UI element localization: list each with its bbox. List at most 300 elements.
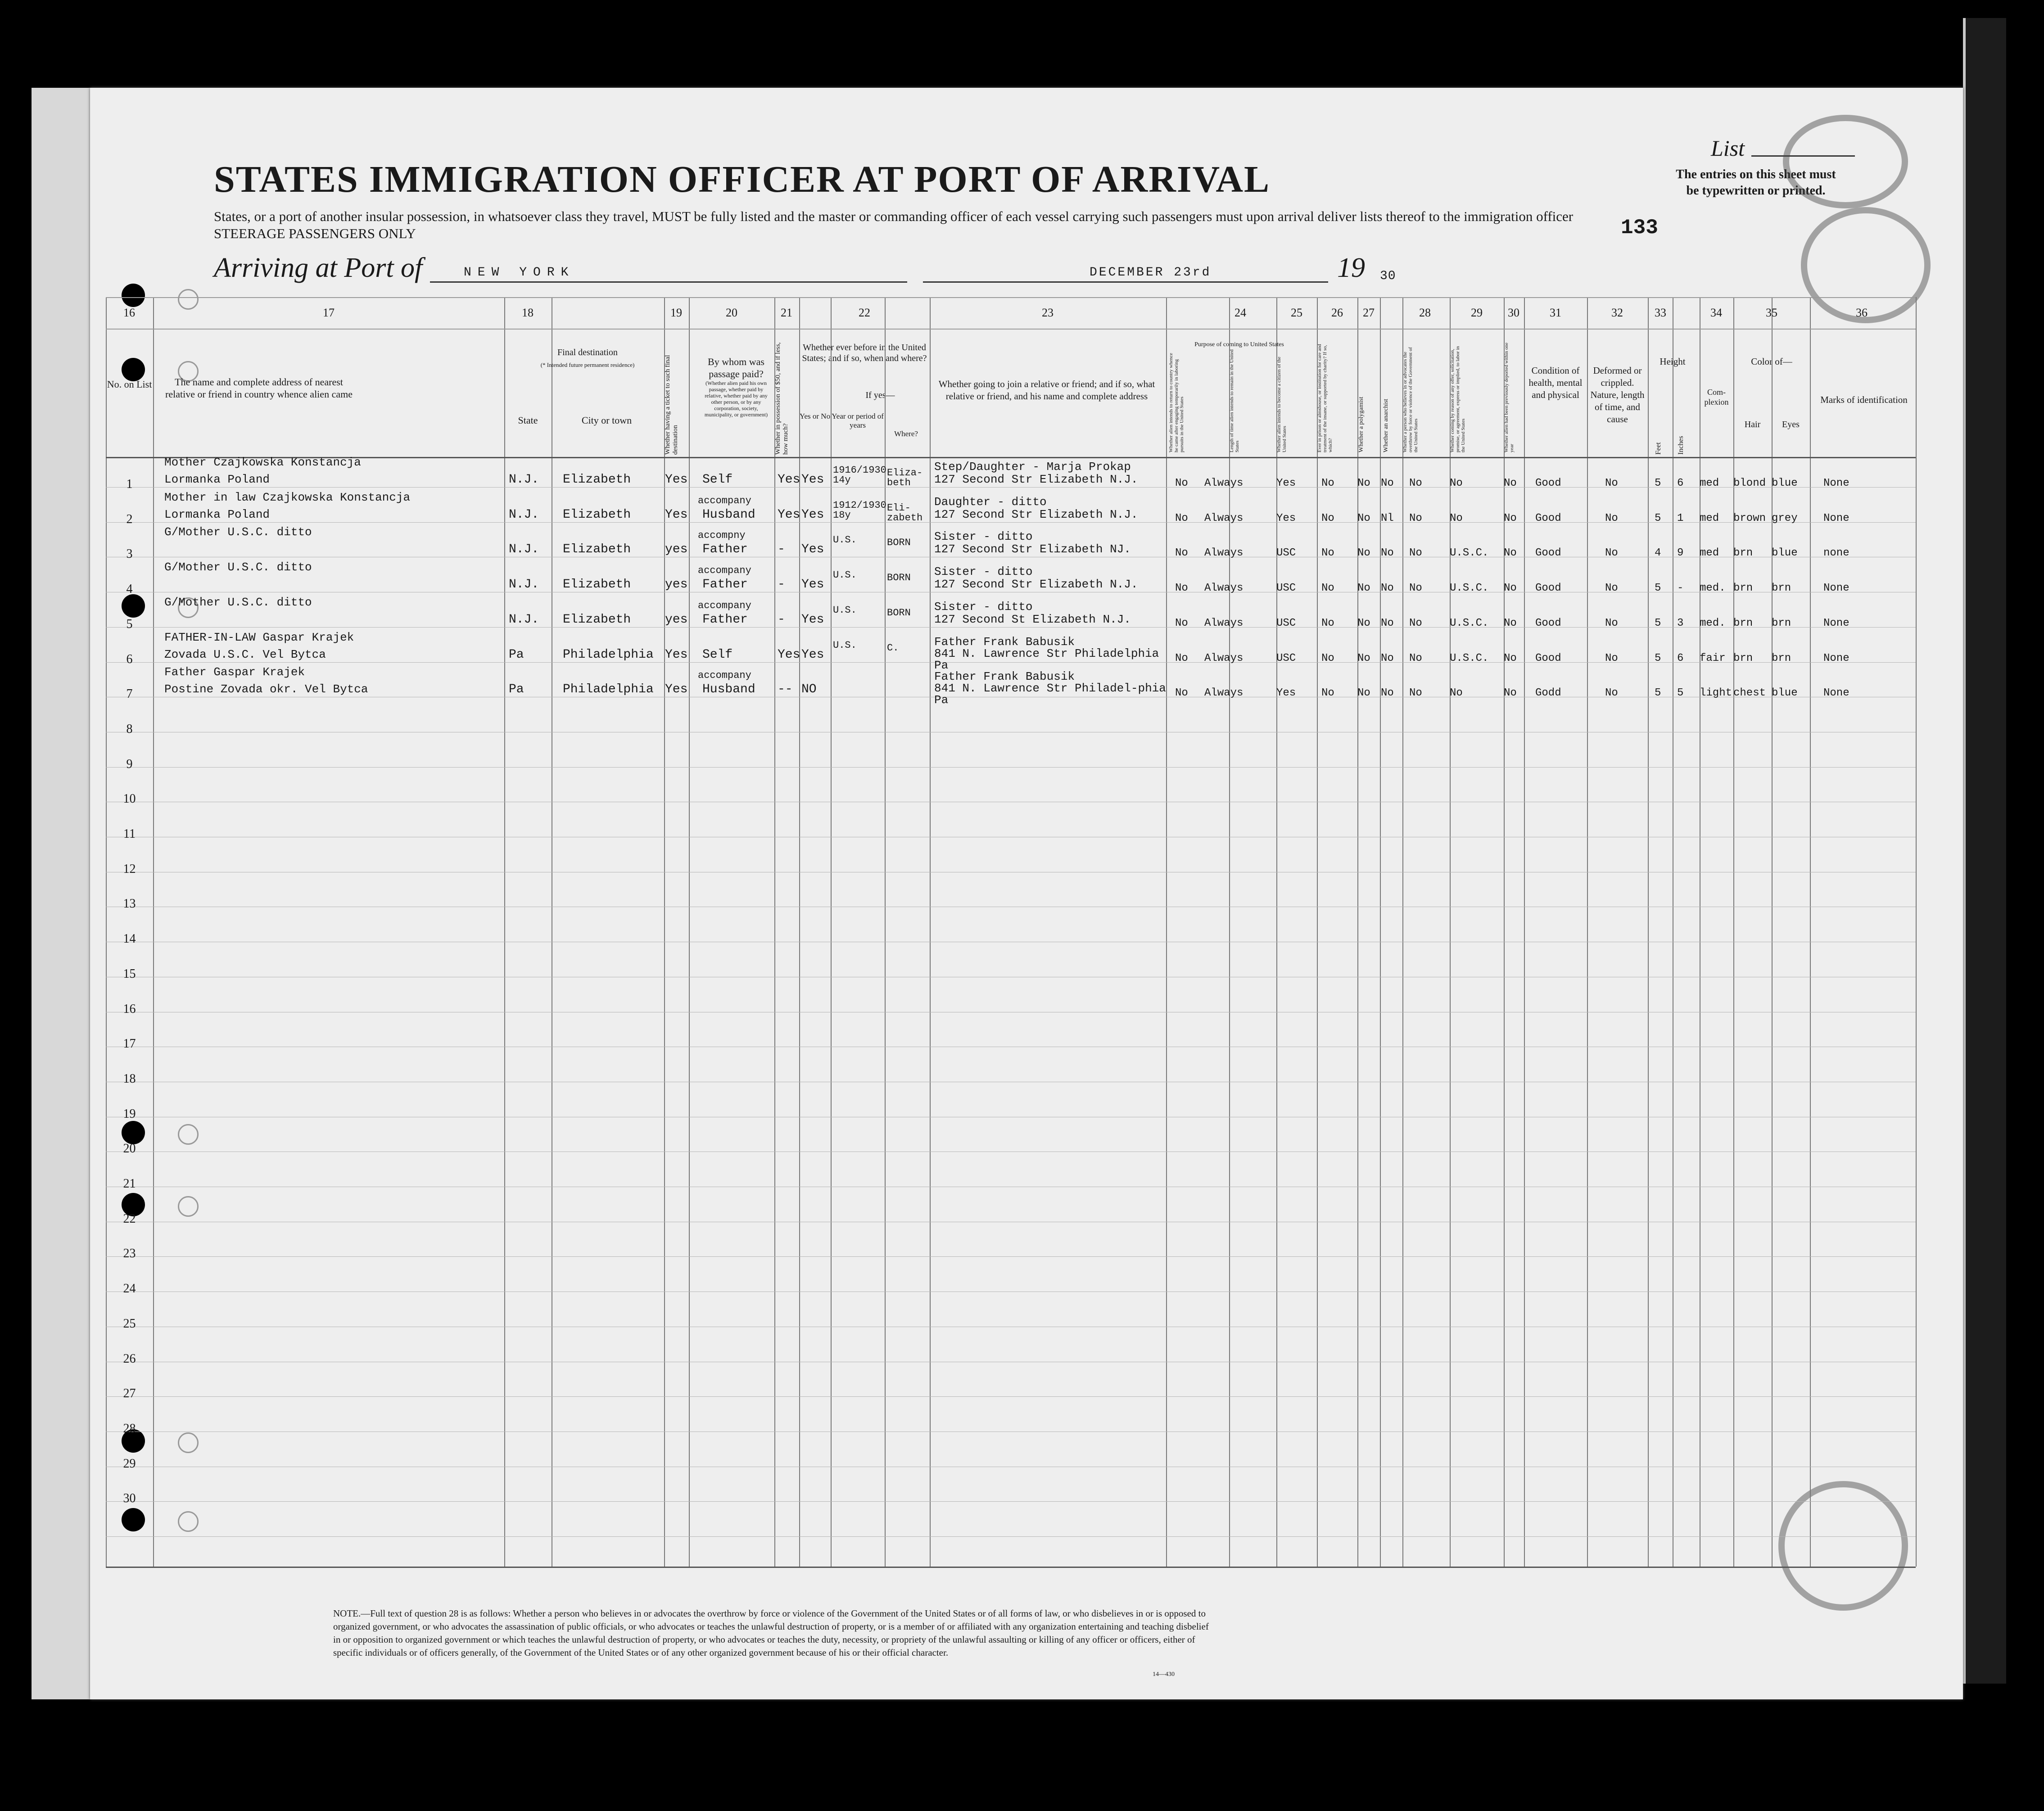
complexion: med [1700, 477, 1719, 489]
height-feet: 5 [1655, 687, 1661, 699]
before-period: U.S. [833, 640, 857, 651]
column-rule [1587, 297, 1588, 1567]
column-rule [504, 297, 505, 1567]
row-rule [106, 487, 1916, 488]
row-number: 28 [123, 1422, 136, 1436]
destination-state: N.J. [509, 613, 539, 627]
header-top-rule [106, 297, 1916, 298]
header-prison: Ever in prison or almshouse, or institution for care and treatment of the insane, or supported by charity? If so, which? [1317, 344, 1333, 452]
row-rule [106, 627, 1916, 628]
header-purpose-return: Whether alien intends to return to country whence he came after engaging temporarily in laboring pursuits in the United States [1168, 353, 1185, 452]
header-relative-abroad: The name and complete address of nearest relative or friend in country whence alien came [165, 376, 353, 400]
column-number: 27 [1363, 306, 1375, 319]
row-number: 14 [123, 932, 136, 946]
before-yes-no: Yes [801, 508, 824, 522]
row-number: 15 [123, 967, 136, 981]
purpose-return: No [1175, 687, 1188, 699]
before-yes-no: Yes [801, 473, 824, 487]
header-feet: Feet [1655, 442, 1662, 455]
ink-stamp [1783, 115, 1908, 208]
q28-answer: No [1409, 512, 1422, 524]
anarchist: No [1381, 582, 1394, 594]
eye-color: blue [1772, 477, 1798, 489]
prison: No [1321, 547, 1334, 559]
column-number: 20 [726, 306, 737, 319]
column-rule [1166, 297, 1167, 1567]
row-number: 11 [123, 827, 136, 841]
purpose-return: No [1175, 652, 1188, 664]
column-rule [689, 297, 690, 1567]
arriving-label: Arriving at Port of [214, 253, 423, 283]
passage-note: accompany [698, 600, 751, 611]
q30-answer: No [1504, 687, 1517, 699]
column-rule [930, 297, 931, 1567]
money: Yes [778, 508, 800, 522]
q28-answer: No [1409, 687, 1422, 699]
column-rule [885, 297, 886, 1567]
anarchist: No [1381, 547, 1394, 559]
passage-paid: Self [702, 648, 733, 662]
height-inches: 6 [1677, 477, 1684, 489]
destination-state: N.J. [509, 578, 539, 592]
money: -- [778, 682, 793, 696]
anarchist: No [1381, 617, 1394, 629]
q30-answer: No [1504, 477, 1517, 489]
passage-paid-note: (Whether alien paid his own passage, whether paid by relative, whether paid by any other person, or by any corporation, society, municipality, or government) [704, 380, 768, 418]
destination-city: Elizabeth [563, 508, 631, 522]
complexion: med [1700, 512, 1719, 524]
relative-address: Zovada U.S.C. Vel Bytca [164, 648, 326, 661]
header-passage-paid [700, 356, 772, 418]
row-rule [106, 767, 1916, 768]
polygamist: No [1357, 687, 1370, 699]
destination-state: N.J. [509, 508, 539, 522]
relative-name: FATHER-IN-LAW Gaspar Krajek [164, 631, 354, 644]
row-number: 29 [123, 1457, 136, 1471]
column-rule [1810, 297, 1811, 1567]
column-rule [1648, 297, 1649, 1567]
identification-marks: None [1823, 477, 1850, 489]
passage-paid: Father [702, 578, 748, 592]
right-page-edge [1963, 18, 2006, 1684]
manifest-table [106, 297, 1916, 1567]
health: Good [1535, 512, 1561, 524]
row-rule [106, 1256, 1916, 1257]
identification-marks: None [1823, 617, 1850, 629]
column-number: 29 [1471, 306, 1483, 319]
column-number: 34 [1710, 306, 1722, 319]
column-number: 35 [1766, 306, 1777, 319]
destination-state: Pa [509, 682, 524, 696]
join-address: 127 Second Str Elizabeth N.J. [934, 473, 1138, 486]
column-number: 18 [522, 306, 534, 319]
hair-color: chest [1733, 687, 1766, 699]
join-relative: Father Frank Babusik [934, 635, 1075, 649]
destination-city: Elizabeth [563, 473, 631, 487]
hair-color: brn [1733, 582, 1753, 594]
destination-state: Pa [509, 648, 524, 662]
before-yes-no: Yes [801, 542, 824, 556]
anarchist: Nl [1381, 512, 1394, 524]
money: Yes [778, 473, 800, 487]
health: Good [1535, 582, 1561, 594]
polygamist: No [1357, 617, 1370, 629]
q29-answer: U.S.C. [1450, 547, 1489, 559]
relative-name: G/Mother U.S.C. ditto [164, 560, 312, 574]
purpose-citizen: USC [1276, 582, 1296, 594]
join-address: 841 N. Lawrence Str Philadelphia Pa [934, 647, 1159, 672]
complexion: med [1700, 547, 1719, 559]
row-number: 12 [123, 862, 136, 876]
money: - [778, 613, 785, 627]
height-inches: 5 [1677, 687, 1684, 699]
purpose-citizen: Yes [1276, 687, 1296, 699]
header-where: Where? [894, 429, 918, 438]
subtitle-text: States, or a port of another insular possession, in whatsoever class they travel, MUST be fully listed and the master or commanding officer of each vessel carrying such passengers must upon arrival deliver lists thereof to the immigration officer [214, 208, 1574, 224]
column-number: 21 [781, 306, 792, 319]
row-number: 24 [123, 1282, 136, 1296]
passage-paid: Self [702, 473, 733, 487]
footnote: NOTE.—Full text of question 28 is as follows: Whether a person who believes in or advocates the overthrow by force or violence of the Government of the United States or of all forms of law, or who disbelieves in or is opposed to organized government, or who advocates the assassination of public officials, or who advocates or teaches the unlawful destruction of property, or is a member of or affiliated with any organization entertaining and teaching disbelief in or opposition to organized government or which teaches the unlawful destruction of property, or who advocates or teaches the duty, necessity, or propriety of the unlawful assaulting or killing of any officer or officers, either of specific individuals or of officers generally, of the Government of the United States or of any other organized government because of his or their official character. [333, 1608, 1209, 1658]
deformed: No [1605, 477, 1618, 489]
destination-state: N.J. [509, 542, 539, 556]
purpose-return: No [1175, 512, 1188, 524]
ticket: yes [665, 578, 688, 592]
left-page-edge [32, 88, 95, 1699]
eye-color: brn [1772, 617, 1791, 629]
column-number: 32 [1611, 306, 1623, 319]
destination-state: N.J. [509, 473, 539, 487]
relative-name: Mother in law Czajkowska Konstancja [164, 491, 411, 504]
header-no-on-list: No. on List [107, 379, 152, 390]
before-where: Eli-zabeth [887, 502, 923, 524]
header-money: Whether in possession of $50, and if less, how much? [774, 342, 789, 455]
column-number: 26 [1331, 306, 1343, 319]
row-number: 2 [126, 512, 133, 526]
q30-answer: No [1504, 512, 1517, 524]
header-anarchist: Whether an anarchist [1383, 399, 1389, 452]
relative-name: Father Gaspar Krajek [164, 665, 305, 679]
health: Good [1535, 652, 1561, 664]
health: Good [1535, 477, 1561, 489]
column-number: 36 [1856, 306, 1868, 319]
page-title: STATES IMMIGRATION OFFICER AT PORT OF ARRIVAL [214, 158, 1271, 200]
ticket: Yes [665, 682, 688, 696]
q30-answer: No [1504, 617, 1517, 629]
deformed: No [1605, 617, 1618, 629]
join-relative: Sister - ditto [934, 530, 1033, 543]
identification-marks: None [1823, 582, 1850, 594]
header-purpose-length: Length of time alien intends to remain in the United States [1229, 349, 1240, 452]
purpose-citizen: Yes [1276, 512, 1296, 524]
final-destination-note: (* Intended future permanent residence) [540, 361, 635, 368]
header-hair: Hair [1744, 420, 1761, 429]
header-before-in-us: Whether ever before in the United States; and if so, when and where? [802, 343, 927, 363]
before-period: U.S. [833, 569, 857, 581]
header-inches: Inches [1677, 436, 1685, 455]
form-number: 14—430 [1153, 1671, 1175, 1678]
polygamist: No [1357, 652, 1370, 664]
year-suffix: 30 [1380, 269, 1396, 283]
anarchist: No [1381, 652, 1394, 664]
height-feet: 5 [1655, 477, 1661, 489]
passage-paid-label: By whom was passage paid? [708, 356, 764, 379]
purpose-length: Always [1204, 547, 1244, 559]
deformed: No [1605, 512, 1618, 524]
header-marks: Marks of identification [1820, 394, 1908, 405]
join-address: 127 Second St Elizabeth N.J. [934, 613, 1131, 626]
port-value: NEW YORK [464, 266, 575, 280]
relative-name: Mother Czajkowska Konstancja [164, 456, 361, 469]
list-label: List [1711, 135, 1745, 161]
hair-color: brn [1733, 652, 1753, 664]
purpose-length: Always [1204, 652, 1244, 664]
q28-answer: No [1409, 582, 1422, 594]
health: Godd [1535, 687, 1561, 699]
deformed: No [1605, 547, 1618, 559]
join-address: 127 Second Str Elizabeth NJ. [934, 542, 1131, 556]
before-where: BORN [887, 537, 911, 548]
height-inches: 6 [1677, 652, 1684, 664]
before-where: BORN [887, 607, 911, 619]
row-number: 18 [123, 1072, 136, 1086]
header-q29: Whether coming by reason of any offer, solicitation, promise, or agreement, express or implied, to labor in the United States [1450, 346, 1466, 452]
prison: No [1321, 652, 1334, 664]
row-rule [106, 1536, 1916, 1537]
header-joining-relative: Whether going to join a relative or friend; and if so, what relative or friend, and his name and complete address [938, 379, 1155, 402]
q29-answer: No [1450, 477, 1463, 489]
row-number: 26 [123, 1352, 136, 1366]
health: Good [1535, 547, 1561, 559]
complexion: med. [1700, 617, 1726, 629]
row-number: 13 [123, 897, 136, 911]
ticket: yes [665, 613, 688, 627]
row-number: 7 [126, 687, 133, 701]
eye-color: blue [1772, 687, 1798, 699]
row-number: 21 [123, 1177, 136, 1191]
money: - [778, 578, 785, 592]
deformed: No [1605, 687, 1618, 699]
row-number: 5 [126, 617, 133, 631]
before-where: Eliza-beth [887, 467, 923, 488]
header-height: Height [1660, 356, 1686, 367]
row-number: 8 [126, 722, 133, 736]
identification-marks: none [1823, 547, 1850, 559]
before-period: U.S. [833, 534, 857, 546]
header-year-period: Year or period of years [832, 412, 884, 429]
prison: No [1321, 477, 1334, 489]
identification-marks: None [1823, 687, 1850, 699]
row-number: 19 [123, 1107, 136, 1121]
polygamist: No [1357, 512, 1370, 524]
column-rule [664, 297, 665, 1567]
ticket: Yes [665, 648, 688, 662]
q29-answer: U.S.C. [1450, 582, 1489, 594]
ticket: Yes [665, 473, 688, 487]
typewritten-instruction: The entries on this sheet must be typewritten or printed. [1676, 167, 1836, 198]
row-number: 1 [126, 477, 133, 491]
destination-city: Philadelphia [563, 648, 654, 662]
purpose-citizen: USC [1276, 652, 1296, 664]
before-yes-no: NO [801, 682, 817, 696]
deformed: No [1605, 652, 1618, 664]
header-if-yes: If yes— [865, 390, 895, 400]
column-rule [1317, 297, 1318, 1567]
column-number: 16 [123, 306, 135, 319]
destination-city: Elizabeth [563, 613, 631, 627]
height-feet: 5 [1655, 652, 1661, 664]
hair-color: brn [1733, 617, 1753, 629]
header-eyes: Eyes [1782, 420, 1800, 429]
column-rule [1524, 297, 1525, 1567]
money: - [778, 542, 785, 556]
q29-answer: No [1450, 687, 1463, 699]
identification-marks: None [1823, 512, 1850, 524]
join-address: 841 N. Lawrence Str Philadel-phia Pa [934, 682, 1166, 707]
sheet-number: 133 [1621, 216, 1658, 239]
column-rule [831, 297, 832, 1567]
row-rule [106, 1501, 1916, 1502]
join-relative: Sister - ditto [934, 565, 1033, 578]
header-color-of: Color of— [1751, 356, 1792, 367]
height-inches: 3 [1677, 617, 1684, 629]
purpose-length: Always [1204, 512, 1244, 524]
deformed: No [1605, 582, 1618, 594]
relative-address: Postine Zovada okr. Vel Bytca [164, 682, 368, 696]
passage-note: accompany [698, 565, 751, 576]
destination-city: Elizabeth [563, 542, 631, 556]
money: Yes [778, 648, 800, 662]
purpose-return: No [1175, 547, 1188, 559]
hair-color: brown [1733, 512, 1766, 524]
column-number: 17 [323, 306, 335, 319]
column-number: 33 [1655, 306, 1666, 319]
class-line: STEERAGE PASSENGERS ONLY [214, 226, 416, 241]
purpose-citizen: Yes [1276, 477, 1296, 489]
polygamist: No [1357, 547, 1370, 559]
year-prefix: 19 [1337, 253, 1365, 283]
passage-note: accompany [698, 670, 751, 681]
height-inches: - [1677, 582, 1684, 594]
before-yes-no: Yes [801, 613, 824, 627]
join-relative: Father Frank Babusik [934, 670, 1075, 683]
header-purpose: Purpose of coming to United States [1194, 341, 1284, 348]
height-feet: 5 [1655, 512, 1661, 524]
prison: No [1321, 617, 1334, 629]
identification-marks: None [1823, 652, 1850, 664]
port-line [430, 281, 907, 283]
column-number: 23 [1042, 306, 1054, 319]
join-relative: Step/Daughter - Marja Prokap [934, 460, 1131, 474]
join-relative: Sister - ditto [934, 600, 1033, 614]
height-feet: 5 [1655, 582, 1661, 594]
purpose-length: Always [1204, 687, 1244, 699]
header-q28: Whether a person who believes in or advocates the overthrow by force or violence of the Government of the United States [1402, 347, 1419, 452]
join-address: 127 Second Str Elizabeth N.J. [934, 578, 1138, 591]
purpose-citizen: USC [1276, 547, 1296, 559]
relative-address: Lormanka Poland [164, 508, 270, 521]
passage-paid: Husband [702, 508, 755, 522]
table-bottom-rule [106, 1567, 1916, 1568]
height-feet: 5 [1655, 617, 1661, 629]
column-rule [1402, 297, 1403, 1567]
polygamist: No [1357, 582, 1370, 594]
eye-color: blue [1772, 547, 1798, 559]
eye-color: brn [1772, 582, 1791, 594]
complexion: fair [1700, 652, 1726, 664]
header-bottom-rule [106, 457, 1916, 458]
row-number: 10 [123, 792, 136, 806]
column-number: 30 [1508, 306, 1519, 319]
q29-answer: No [1450, 512, 1463, 524]
q30-answer: No [1504, 547, 1517, 559]
header-q30: Whether alien had been previously deported within one year [1504, 342, 1515, 452]
q29-answer: U.S.C. [1450, 617, 1489, 629]
hair-color: brn [1733, 547, 1753, 559]
column-number: 19 [670, 306, 682, 319]
polygamist: No [1357, 477, 1370, 489]
relative-address: Lormanka Poland [164, 473, 270, 486]
q30-answer: No [1504, 582, 1517, 594]
row-number: 16 [123, 1002, 136, 1016]
q28-answer: No [1409, 652, 1422, 664]
column-rule [774, 297, 775, 1567]
destination-city: Philadelphia [563, 682, 654, 696]
header-yes-no: Yes or No [799, 412, 831, 420]
row-rule [106, 522, 1916, 523]
column-number: 22 [859, 306, 870, 319]
before-where: C. [887, 642, 899, 654]
column-rule [1916, 297, 1917, 1567]
ticket: yes [665, 542, 688, 556]
q30-answer: No [1504, 652, 1517, 664]
header-health: Condition of health, mental and physical [1528, 365, 1583, 400]
passage-paid: Husband [702, 682, 755, 696]
height-feet: 4 [1655, 547, 1661, 559]
complexion: med. [1700, 582, 1726, 594]
date-value: DECEMBER 23rd [1090, 266, 1212, 280]
prison: No [1321, 582, 1334, 594]
row-number: 3 [126, 547, 133, 561]
final-destination-label: Final destination [557, 348, 618, 357]
purpose-length: Always [1204, 477, 1244, 489]
relative-name: G/Mother U.S.C. ditto [164, 596, 312, 609]
row-number: 20 [123, 1142, 136, 1156]
header-purpose-citizen: Whether alien intends to become a citizen of the United States [1276, 357, 1287, 452]
q28-answer: No [1409, 547, 1422, 559]
prison: No [1321, 512, 1334, 524]
prison: No [1321, 687, 1334, 699]
complexion: light [1700, 687, 1732, 699]
destination-city: Elizabeth [563, 578, 631, 592]
header-city: City or town [581, 415, 632, 426]
before-yes-no: Yes [801, 648, 824, 662]
column-number: 24 [1235, 306, 1246, 319]
q29-answer: U.S.C. [1450, 652, 1489, 664]
join-address: 127 Second Str Elizabeth N.J. [934, 508, 1138, 521]
row-number: 25 [123, 1317, 136, 1331]
page-subtitle [214, 208, 1610, 242]
row-rule [106, 1396, 1916, 1397]
eye-color: brn [1772, 652, 1791, 664]
column-rule [799, 297, 800, 1567]
row-number: 17 [123, 1037, 136, 1051]
height-inches: 9 [1677, 547, 1684, 559]
before-period: U.S. [833, 605, 857, 616]
passage-paid: Father [702, 542, 748, 556]
header-polygamist: Whether a polygamist [1358, 397, 1365, 452]
anarchist: No [1381, 477, 1394, 489]
